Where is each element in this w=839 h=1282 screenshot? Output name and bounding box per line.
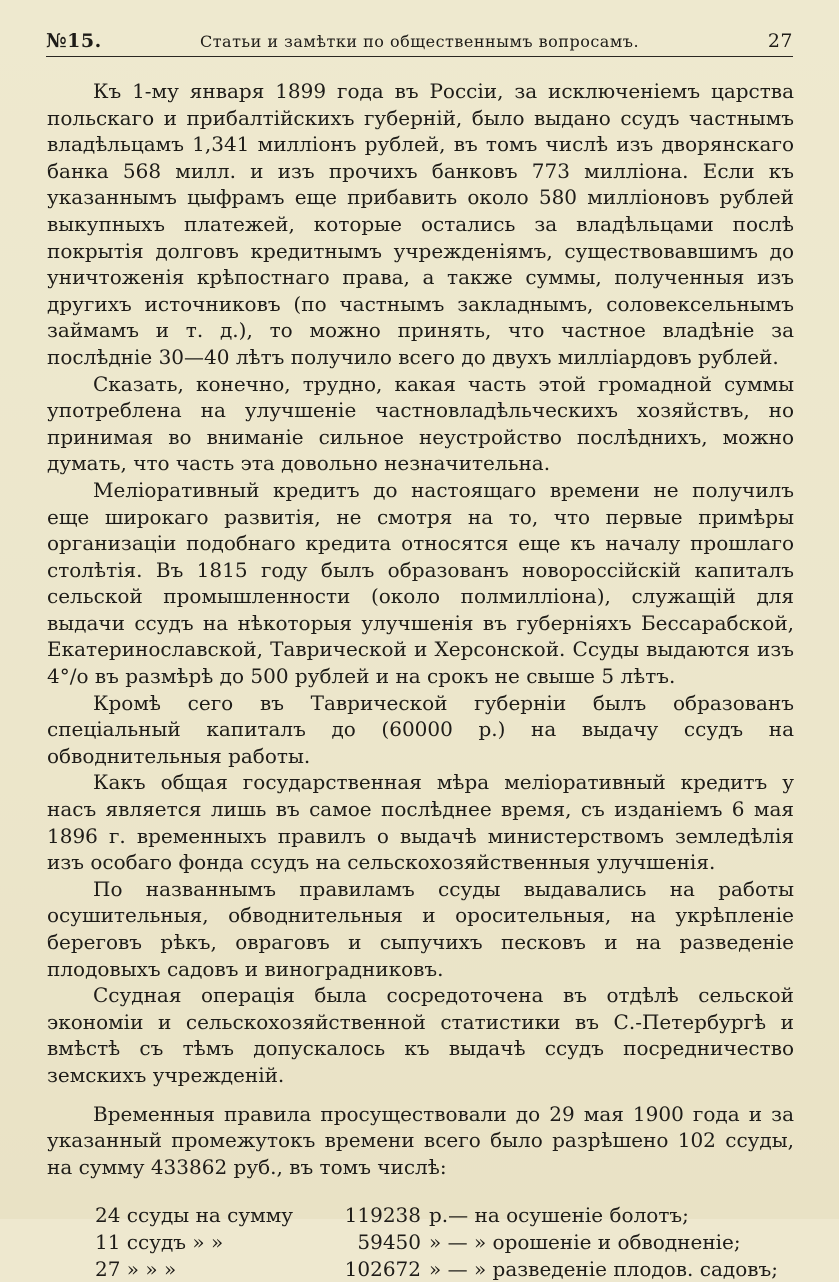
running-header [46,26,793,57]
loan-purpose: » — » орошеніе и обводненіе; [429,1229,741,1254]
paragraph: Временныя правила просуществовали до 29 мая 1900 года и за указанный промежутокъ времени всего было разрѣшено 102 ссуды, на сумму 433862 руб., въ томъ числѣ: [47,1101,794,1179]
loan-list [95,1202,794,1282]
paragraph: Къ 1-му января 1899 года въ Россіи, за исключеніемъ царства польскаго и прибалтійскихъ губерній, было выдано ссудъ частнымъ владѣльцамъ 1,341 милліонъ рублей, въ томъ числѣ изъ дворянскаго банка 568 милл. и изъ прочихъ банковъ 773 милліона. Если къ указаннымъ цыфрамъ еще прибавить около 580 милліоновъ рублей выкупныхъ платежей, которые остались за владѣльцами послѣ покрытія долговъ кредитнымъ учрежденіямъ, существовавшимъ до уничтоженія крѣпостнаго права, а также суммы, полученныя изъ другихъ источниковъ (по частнымъ закладнымъ, соловексельнымъ займамъ и т. д.), то можно принять, что частное владѣніе за послѣдніе 30—40 лѣтъ получило всего до двухъ милліардовъ рублей. [47,79,794,369]
loan-amount: 119238 [344,1203,421,1228]
section-title: Статьи и замѣтки по общественнымъ вопросамъ. [199,32,640,51]
list-item [95,1256,794,1282]
paragraph: Какъ общая государственная мѣра меліоративный кредитъ у насъ является лишь въ самое послѣднее время, съ изданіемъ 6 мая 1896 г. временныхъ правилъ о выдачѣ министерствомъ земледѣлія изъ особаго фонда ссудъ на сельскохозяйственныя улучшенія. [47,770,794,875]
list-item [95,1229,794,1256]
paragraph: По названнымъ правиламъ ссуды выдавались на работы осушительныя, обводнительныя и оросительныя, на укрѣпленіе береговъ рѣкъ, овраговъ и сыпучихъ песковъ и на разведеніе плодовыхъ садовъ и виноградниковъ. [47,876,794,981]
loan-purpose: » — » разведеніе плодов. садовъ; [429,1256,778,1281]
issue-number: №15. [46,30,102,52]
loan-amount: 102672 [344,1256,421,1281]
article-body [47,78,794,1282]
paragraph: Меліоративный кредитъ до настоящаго времени не получилъ еще широкаго развитія, не смотря на то, что первые примѣры организаціи подобнаго кредита относятся еще къ началу прошлаго столѣтія. Въ 1815 году былъ образованъ новороссійскій капиталъ сельской промышленности (около полмилліона), служащій для выдачи ссудъ на нѣкоторыя улучшенія въ губерніяхъ Бессарабской, Екатеринославской, Таврической и Херсонской. Ссуды выдаются изъ 4°/о въ размѣрѣ до 500 рублей и на срокъ не свыше 5 лѣтъ. [47,477,794,689]
page-number: 27 [767,30,793,52]
loan-purpose: р.— на осушеніе болотъ; [429,1203,689,1228]
paragraph: Кромѣ сего въ Таврической губерніи былъ образованъ спеціальный капиталъ до (60000 р.) на выдачу ссудъ на обводнительныя работы. [47,690,794,768]
loan-count: 24 ссуды на сумму [95,1203,294,1228]
loan-amount: 59450 [357,1229,421,1254]
loan-count: 11 ссудъ » » [95,1229,224,1254]
loan-count: 27 » » » [95,1256,177,1281]
paragraph: Ссудная операція была сосредоточена въ отдѣлѣ сельской экономіи и сельскохозяйственной статистики въ С.-Петербургѣ и вмѣстѣ съ тѣмъ допускалось къ выдачѣ ссудъ посредничество земскихъ учрежденій. [47,983,794,1087]
list-item [95,1202,794,1229]
paragraph: Сказать, конечно, трудно, какая часть этой громадной суммы употреблена на улучшеніе частновладѣльческихъ хозяйствъ, но принимая во вниманіе сильное неустройство послѣднихъ, можно думать, что часть эта довольно незначительна. [47,371,794,476]
